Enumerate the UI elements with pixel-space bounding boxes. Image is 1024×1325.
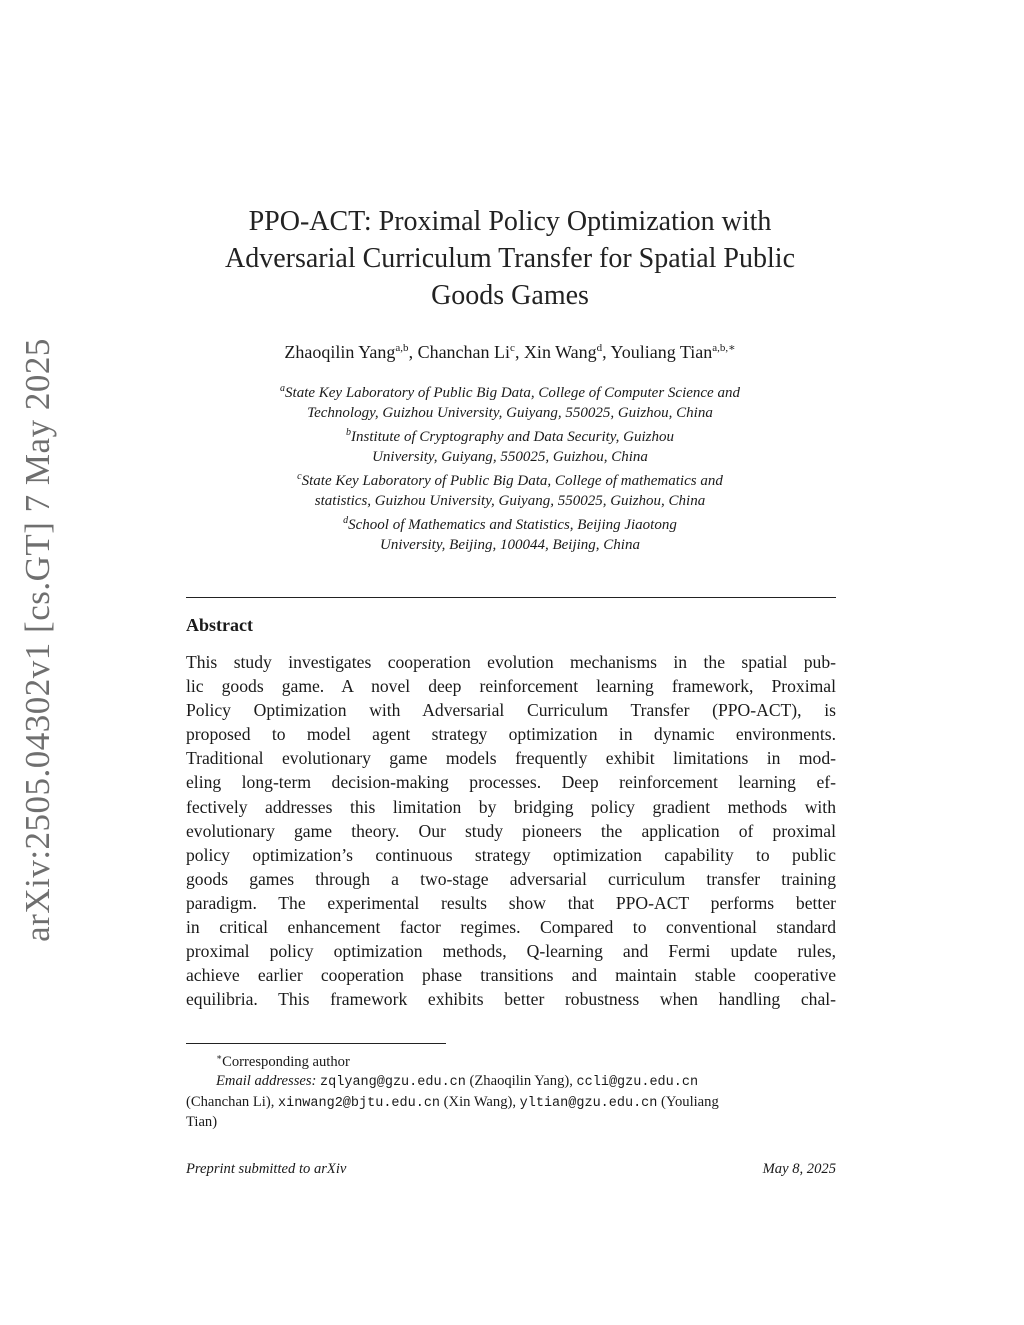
abstract-line: in critical enhancement factor regimes. Compared to conventional standard xyxy=(186,917,836,938)
footnote-block xyxy=(186,1048,836,1133)
title-line: PPO-ACT: Proximal Policy Optimization with xyxy=(248,206,772,237)
affiliation-mark: b xyxy=(346,427,352,438)
abstract-top-rule xyxy=(186,597,836,598)
abstract-line: equilibria. This framework exhibits better robustness when handling chal- xyxy=(186,989,836,1010)
affiliation-line xyxy=(200,511,820,535)
affiliation-line: Technology, Guizhou University, Guiyang, 550025, Guizhou, China xyxy=(307,405,713,421)
abstract-line: Policy Optimization with Adversarial Curriculum Transfer (PPO-ACT), is xyxy=(186,700,836,721)
affiliation-mark: c xyxy=(297,471,302,482)
abstract-line: proposed to model agent strategy optimization in dynamic environments. xyxy=(186,724,836,745)
author-list xyxy=(160,341,860,363)
abstract-line: goods games through a two-stage adversarial curriculum transfer training xyxy=(186,868,836,889)
affiliation-list xyxy=(200,379,820,555)
email-label: Email addresses: xyxy=(216,1073,317,1090)
preprint-note: Preprint submitted to arXiv xyxy=(186,1161,347,1177)
affiliation-text: State Key Laboratory of Public Big Data, College of mathematics and xyxy=(301,473,723,489)
abstract-line: achieve earlier cooperation phase transitions and maintain stable cooperative xyxy=(186,965,836,986)
email-link[interactable]: ccli@gzu.edu.cn xyxy=(576,1075,699,1091)
footnote-rule xyxy=(186,1043,446,1044)
email-owner: (Chanchan Li), xyxy=(186,1093,278,1110)
author-affil-mark: a,b xyxy=(395,342,409,354)
email-owner: (Youliang xyxy=(657,1093,719,1110)
email-owner: (Xin Wang), xyxy=(440,1093,520,1110)
email-line: Tian) xyxy=(186,1114,218,1131)
footnote-text: Corresponding author xyxy=(222,1053,350,1070)
affiliation-line: statistics, Guizhou University, Guiyang, 550025, Guizhou, China xyxy=(314,493,706,509)
title-line: Goods Games xyxy=(431,280,589,311)
affiliation-line xyxy=(200,467,820,491)
abstract-line: paradigm. The experimental results show that PPO-ACT performs better xyxy=(186,892,836,913)
paper-title xyxy=(200,203,820,314)
abstract-line: eling long-term decision-making processes. Deep reinforcement learning ef- xyxy=(186,772,836,793)
affiliation-line: University, Guiyang, 550025, Guizhou, China xyxy=(372,449,648,465)
abstract-line: lic goods game. A novel deep reinforcement learning framework, Proximal xyxy=(186,676,836,697)
author-name: Chanchan Li xyxy=(417,342,511,362)
email-link[interactable]: yltian@gzu.edu.cn xyxy=(519,1095,658,1111)
affiliation-mark: d xyxy=(343,515,349,526)
affiliation-line xyxy=(200,423,820,447)
email-line xyxy=(186,1093,836,1114)
abstract-line: fectively addresses this limitation by bridging policy gradient methods with xyxy=(186,796,836,817)
title-line: Adversarial Curriculum Transfer for Spatial Public xyxy=(224,243,795,274)
abstract-heading: Abstract xyxy=(186,615,253,635)
author-name: Xin Wang xyxy=(523,342,597,362)
arxiv-identifier-stamp: arXiv:2505.04302v1 [cs.GT] 7 May 2025 xyxy=(18,338,57,942)
email-owner: (Zhaoqilin Yang), xyxy=(465,1073,577,1090)
footnote-mark: ∗ xyxy=(216,1052,223,1062)
author-separator: , xyxy=(408,342,418,362)
affiliation-line: University, Beijing, 100044, Beijing, China xyxy=(380,537,640,553)
author-affil-mark: d xyxy=(596,342,603,354)
abstract-line: evolutionary game theory. Our study pioneers the application of proximal xyxy=(186,820,836,841)
author-separator: , xyxy=(514,342,524,362)
author-affil-mark: a,b,∗ xyxy=(712,342,736,354)
author-affil-mark: c xyxy=(510,342,515,354)
footer-date: May 8, 2025 xyxy=(762,1161,836,1177)
abstract-body xyxy=(186,650,836,1011)
affiliation-text: State Key Laboratory of Public Big Data, College of Computer Science and xyxy=(285,385,740,401)
email-link[interactable]: xinwang2@bjtu.edu.cn xyxy=(278,1095,441,1111)
author-name: Zhaoqilin Yang xyxy=(284,342,396,362)
author-name: Youliang Tian xyxy=(610,342,713,362)
abstract-line: policy optimization’s continuous strategy optimization capability to public xyxy=(186,844,836,865)
author-separator: , xyxy=(602,342,611,362)
email-line xyxy=(186,1072,836,1093)
affiliation-text: School of Mathematics and Statistics, Beijing Jiaotong xyxy=(348,517,677,533)
affiliation-mark: a xyxy=(280,383,286,394)
abstract-line: Traditional evolutionary game models frequently exhibit limitations in mod- xyxy=(186,748,836,769)
affiliation-text: Institute of Cryptography and Data Security, Guizhou xyxy=(351,429,674,445)
abstract-line: This study investigates cooperation evolution mechanisms in the spatial pub- xyxy=(186,652,836,672)
corresponding-author-note xyxy=(186,1048,836,1072)
email-link[interactable]: zqlyang@gzu.edu.cn xyxy=(320,1075,466,1091)
affiliation-line xyxy=(200,379,820,403)
abstract-line: proximal policy optimization methods, Q-learning and Fermi update rules, xyxy=(186,941,836,962)
